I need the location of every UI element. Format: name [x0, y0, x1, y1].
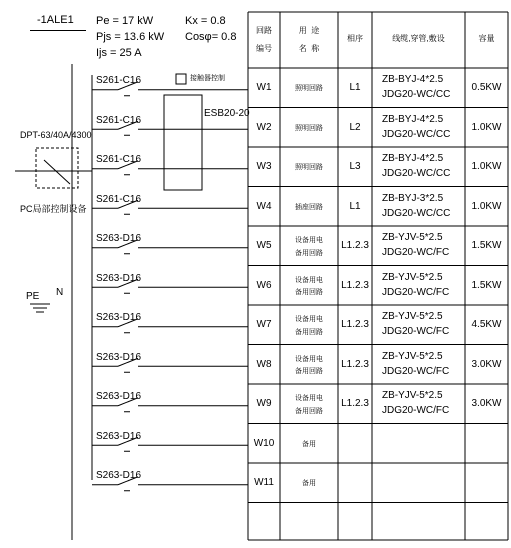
branch-breaker-label: S261-C16: [96, 114, 142, 126]
contactor-icon: [176, 74, 186, 84]
row-phase: L1: [349, 200, 361, 212]
row-loop: W10: [253, 437, 275, 449]
esb-contactor-box: [164, 95, 202, 190]
row-conduit: JDG20-WC/FC: [382, 286, 450, 298]
main-breaker-label: DPT-63/40A/4300: [20, 130, 92, 140]
row-capacity: 3.0KW: [471, 358, 502, 370]
branch-breaker-label: S263-D16: [96, 233, 142, 244]
row-phase: L1: [349, 82, 361, 93]
row-phase: L3: [349, 161, 361, 172]
row-loop: W9: [256, 398, 272, 409]
row-loop: W11: [254, 477, 274, 488]
esb-label: ESB20-20: [204, 108, 250, 119]
branch-breaker-label: S263-D16: [96, 312, 142, 323]
row-capacity: 1.5KW: [471, 240, 502, 251]
row-conduit: JDG20-WC/FC: [382, 405, 450, 416]
branch-breaker-label: S263-D16: [96, 470, 142, 481]
row-conduit: JDG20-WC/CC: [382, 128, 451, 140]
row-loop: W6: [256, 279, 272, 291]
row-cable-type: ZB-BYJ-4*2.5: [382, 74, 444, 85]
header-cable: 线缆,穿管,敷设: [392, 34, 445, 43]
row-conduit: JDG20-WC/CC: [382, 168, 451, 179]
row-phase: L1.2.3: [341, 279, 369, 291]
row-capacity: 1.5KW: [471, 279, 502, 291]
branch-breaker-label: S261-C16: [96, 75, 142, 86]
row-cable-type: ZB-YJV-5*2.5: [382, 311, 443, 322]
row-use: 照明回路: [295, 85, 323, 92]
row-loop: W3: [256, 161, 272, 172]
row-cable-type: ZB-BYJ-3*2.5: [382, 192, 444, 204]
row-capacity: 1.0KW: [471, 200, 502, 212]
row-use: 照明回路: [295, 124, 323, 132]
row-phase: L1.2.3: [341, 319, 369, 330]
row-conduit: JDG20-WC/FC: [382, 326, 450, 337]
pe-label: PE: [26, 291, 40, 302]
row-capacity: 3.0KW: [471, 398, 502, 409]
branch-breaker-label: S261-C16: [96, 154, 142, 165]
row-capacity: 1.0KW: [471, 121, 502, 133]
row-loop: W7: [256, 319, 272, 330]
row-capacity: 1.0KW: [471, 161, 502, 172]
row-conduit: JDG20-WC/FC: [382, 247, 450, 258]
row-cable-type: ZB-BYJ-4*2.5: [382, 153, 444, 164]
row-loop: W2: [256, 121, 272, 133]
row-phase: L1.2.3: [341, 358, 369, 370]
ijs-value: Ijs = 25 A: [96, 47, 142, 59]
main-breaker-contact: [44, 160, 70, 184]
row-cable-type: ZB-YJV-5*2.5: [382, 390, 443, 401]
n-label: N: [56, 287, 64, 298]
branch-breaker-label: S263-D16: [96, 351, 142, 363]
pc-label: PC局部控制设备: [20, 204, 87, 214]
header-capacity: 容量: [478, 34, 495, 43]
row-conduit: JDG20-WC/FC: [382, 365, 450, 377]
pe-value: Pe = 17 kW: [96, 15, 154, 27]
row-use: 插座回路: [295, 203, 323, 211]
branch-breaker-label: S263-D16: [96, 272, 142, 284]
row-use: 备用: [302, 440, 316, 448]
row-phase: L1.2.3: [341, 240, 369, 251]
row-conduit: JDG20-WC/CC: [382, 89, 451, 100]
branch-breaker-label: S263-D16: [96, 391, 142, 402]
row-loop: W8: [256, 358, 272, 370]
row-conduit: JDG20-WC/CC: [382, 207, 451, 219]
row-use: 设备用电 备用回路: [295, 355, 323, 376]
kx-value: Kx = 0.8: [185, 15, 226, 27]
row-use: 设备用电 备用回路: [295, 316, 323, 336]
row-use: 设备用电 备用回路: [295, 276, 323, 297]
row-cable-type: ZB-BYJ-4*2.5: [382, 113, 444, 125]
header-phase: 相序: [347, 34, 363, 43]
contactor-note: 接触器控制: [190, 75, 225, 82]
row-phase: L2: [349, 121, 361, 133]
row-capacity: 4.5KW: [471, 319, 502, 330]
row-use: 照明回路: [295, 164, 323, 171]
row-loop: W4: [256, 200, 272, 212]
row-cable-type: ZB-YJV-5*2.5: [382, 232, 443, 243]
row-use: 设备用电 备用回路: [295, 237, 323, 257]
row-phase: L1.2.3: [341, 398, 369, 409]
branch-breaker-label: S263-D16: [96, 430, 142, 442]
row-cable-type: ZB-YJV-5*2.5: [382, 350, 443, 362]
row-cable-type: ZB-YJV-5*2.5: [382, 271, 443, 283]
branch-breaker-label: S261-C16: [96, 193, 142, 205]
header-use: 用 途 名 称: [298, 26, 320, 53]
header-loop: 回路 编号: [256, 26, 272, 53]
row-loop: W5: [256, 240, 272, 251]
row-use: 设备用电 备用回路: [295, 395, 323, 415]
row-capacity: 0.5KW: [471, 82, 502, 93]
row-use: 备用: [302, 480, 316, 487]
panel-id: -1ALE1: [37, 14, 74, 26]
pjs-value: Pjs = 13.6 kW: [96, 31, 165, 43]
cos-value: Cosφ= 0.8: [185, 31, 237, 43]
row-loop: W1: [256, 82, 272, 93]
